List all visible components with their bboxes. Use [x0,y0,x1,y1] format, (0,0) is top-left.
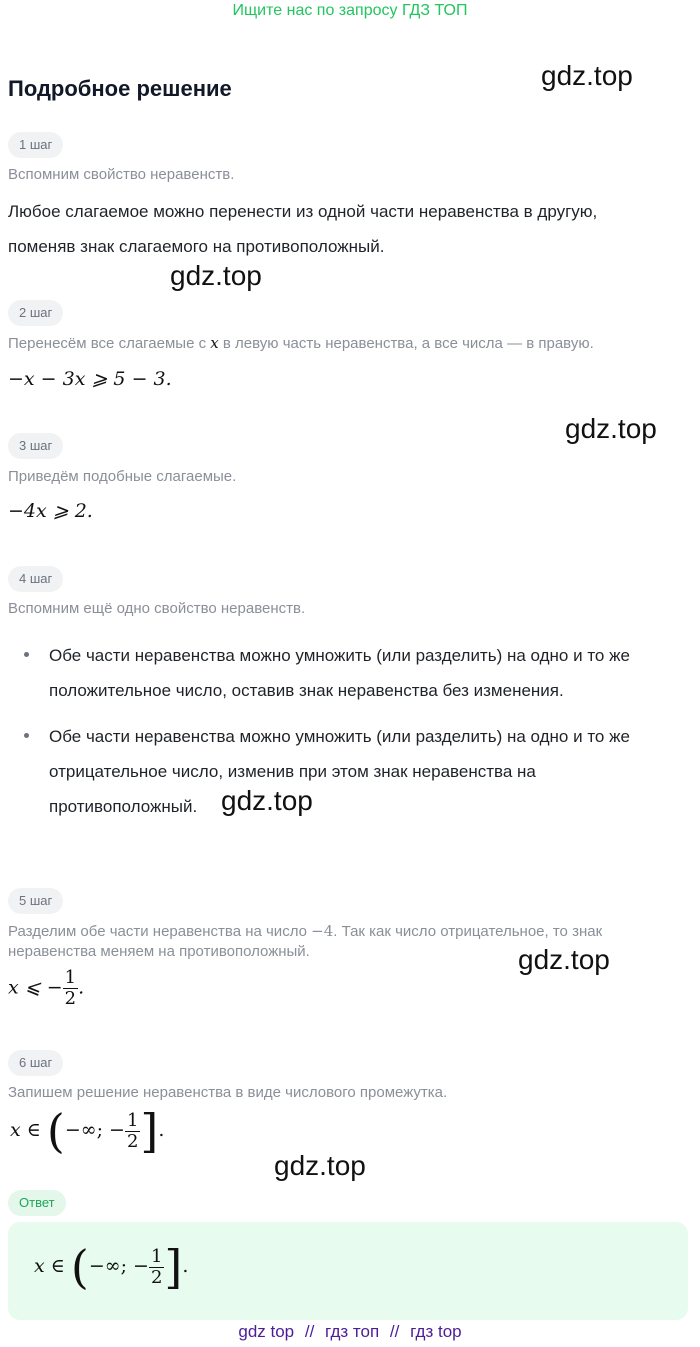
close-bracket: ] [164,1240,183,1294]
list-item-text [49,638,684,708]
footer-separator: // [389,1322,400,1341]
footer-separator: // [304,1322,315,1341]
fraction [63,968,78,1009]
note-number: −4 [311,922,334,940]
open-paren: ( [46,1104,65,1158]
formula-end: . [158,1119,165,1141]
fraction-denominator: 2 [126,1130,139,1152]
list-item [24,719,684,824]
formula-left: x ∈ [34,1255,65,1277]
step-badge: 1 шаг [8,132,63,158]
interval-inner: −∞; − [64,1119,125,1141]
footer-link[interactable]: гдз top [410,1322,462,1341]
fraction [125,1111,140,1152]
list-item-line: отрицательное число, изменив при этом знак неравенства на [49,762,536,781]
watermark: gdz.top [565,413,657,444]
formula [10,1104,165,1158]
footer-links [0,1322,700,1342]
bullet-icon [24,652,29,657]
note-line: неравенства меняем на противоположный. [8,943,310,960]
note-text: в левую часть неравенства, а все числа — в правую. [222,335,594,352]
watermark: gdz.top [274,1150,366,1181]
note-line [8,920,698,943]
answer-badge: Ответ [8,1190,66,1216]
note-text: . Так как число отрицательное, то знак [333,923,603,940]
formula-end: . [182,1255,189,1277]
answer-formula [34,1240,189,1294]
open-paren: ( [70,1240,89,1294]
formula-left: x ⩽ − [8,976,63,999]
formula: −x − 3x ⩾ 5 − 3. [8,368,172,390]
step-badge: 2 шаг [8,300,63,326]
answer-box [8,1222,688,1320]
watermark: gdz.top [170,260,262,291]
list-item-line: Обе части неравенства можно умножить (или разделить) на одно и то же [49,727,630,746]
step-badge: 3 шаг [8,433,63,459]
step-badge: 6 шаг [8,1050,63,1076]
list-item-line: положительное число, оставив знак неравенства без изменения. [49,681,564,700]
list-item-line: Обе части неравенства можно умножить (или разделить) на одно и то же [49,646,630,665]
close-bracket: ] [140,1104,159,1158]
fraction-denominator: 2 [64,988,77,1009]
step-note: Вспомним свойство неравенств. [8,166,235,183]
interval-inner: −∞; − [88,1255,149,1277]
step-note: Запишем решение неравенства в виде числового промежутка. [8,1084,448,1101]
watermark: gdz.top [541,60,633,91]
fraction-numerator: 1 [126,1109,139,1131]
step-badge: 4 шаг [8,566,63,592]
list-item-line: противоположный. [49,797,198,816]
note-text: Разделим обе части неравенства на число [8,923,307,940]
formula [8,968,84,1009]
footer-link[interactable]: gdz top [238,1322,295,1341]
formula-end: . [78,976,85,999]
step-badge: 5 шаг [8,888,63,914]
step-text [8,194,698,264]
step-note [8,920,698,963]
bullet-icon [24,733,29,738]
formula-left: x ∈ [10,1119,41,1141]
step-note [8,332,698,355]
step-note: Приведём подобные слагаемые. [8,468,237,485]
note-variable: x [210,334,219,352]
watermark: gdz.top [221,785,313,816]
step-text-line: поменяв знак слагаемого на противоположный. [8,237,385,256]
list-item [24,638,684,708]
fraction-numerator: 1 [150,1245,163,1267]
fraction-numerator: 1 [64,967,77,988]
step-note: Вспомним ещё одно свойство неравенств. [8,600,306,617]
footer-link[interactable]: гдз топ [325,1322,380,1341]
formula: −4x ⩾ 2. [8,500,93,522]
step-text-line: Любое слагаемое можно перенести из одной части неравенства в другую, [8,202,598,221]
page-title: Подробное решение [8,76,232,101]
top-banner: Ищите нас по запросу ГДЗ ТОП [232,2,468,19]
fraction-denominator: 2 [150,1266,163,1288]
watermark: gdz.top [518,944,610,975]
fraction [149,1247,164,1288]
list-item-text [49,719,684,824]
note-text: Перенесём все слагаемые с [8,335,207,352]
